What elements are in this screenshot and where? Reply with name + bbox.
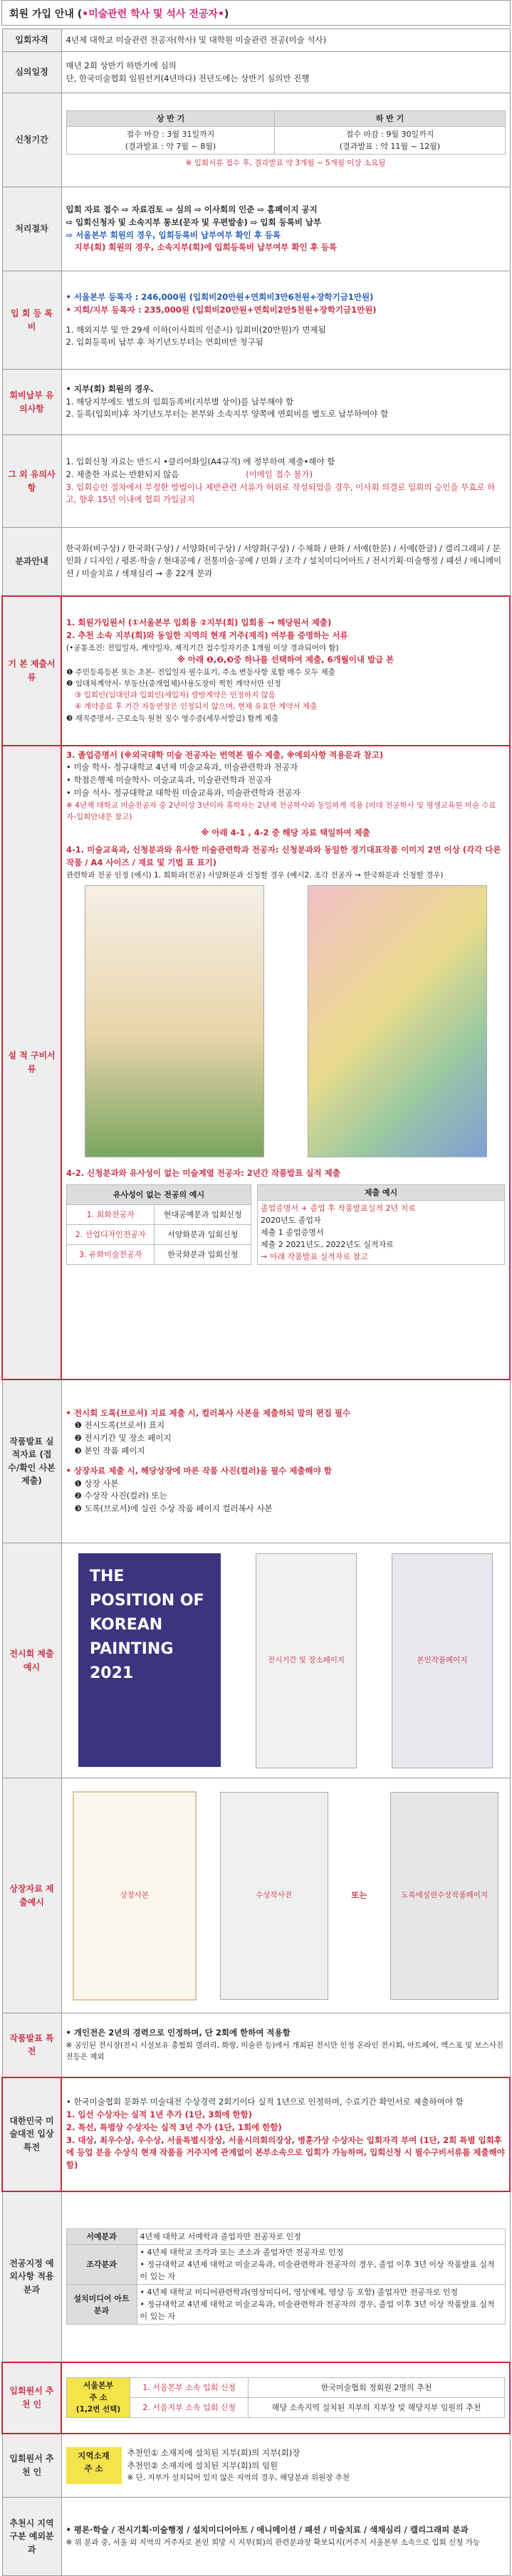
award-line: 3. 대상, 최우수상, 우수상, 서울특별시장상, 서울시의회의장상, 병훈가상 수상자는 입회자격 부여 (1단, 2회 특별 입회후에 등업 분을 수상식 현재 작품을 거주지에 관계없이 본부소속으로 입회가 가능하며, 입회신청 시 필수구비서류를 제출해야 함) (66, 2134, 505, 2171)
period-cell (61, 93, 510, 187)
title-suffix: ) (224, 9, 229, 20)
page-title (1, 0, 511, 26)
catalog-period-page: 전시기간 및 장소페이지 (256, 1553, 357, 1768)
s42-cell: 한국화분과 입회신청 (155, 1244, 251, 1264)
label-award: 대한민국 미술대전 입상특전 (2, 2077, 61, 2191)
caution-line: 2. 등록(입회비)후 차기년도부터는 본부와 소속지부 양쪽에 연회비를 별도로 납부하여야 함 (66, 409, 389, 419)
etc-cell (61, 435, 510, 528)
basic-line: ❶ 주민등록등본 또는 초본- 전입일자 필수표기, 주소 변동사항 포함 매수 모두 제출 (66, 667, 335, 677)
exception-table (66, 2228, 506, 2325)
s42-example-table (66, 1184, 251, 1265)
s42-title: 4-2. 신청분과와 유사성이 없는 미술계열 전공자: 2년간 작품발표 실적 제출 (66, 1167, 340, 1178)
rec1-tag: (1,2번 선택) (75, 2405, 121, 2414)
rec2-tags (66, 2447, 122, 2484)
process-line: 지부(회) 회원의 경우, 소속지부(회)에 입회등록비 납부여부 확인 후 등록 (74, 242, 337, 253)
s42-line: 졸업증명서 + 졸업 후 작품발표실적 2년 치료 (261, 1203, 416, 1213)
fee-line: 1. 해외지부 및 만 29세 이하(이사회의 인준시) 입회비(20만원)가 면제됨 (66, 324, 326, 335)
artwork-examples (66, 881, 505, 1167)
rec1-tag: 주 소 (89, 2393, 108, 2403)
row-etc (2, 435, 510, 528)
email-note: (이메일 접수 불가) (246, 469, 313, 479)
review-line: 단, 한국미술협회 임원선거(4년마다) 전년도에는 상반기 심의만 진행 (66, 73, 310, 83)
process-line: 입회 자료 접수 ⇨ 자료검토 ⇨ 심의 ⇨ 이사회의 인준 ⇨ 홈페이지 공지 (66, 204, 318, 214)
row-docs (2, 746, 510, 1380)
award-line: 1. 입선 수상자는 실적 1년 추가 (1단, 3회에 한함) (66, 2109, 253, 2119)
label-period: 신청기간 (2, 93, 61, 187)
etc-line: 2. 제출한 자료는 반환되지 않음 (66, 469, 179, 479)
fields-text: 한국화(비구상) / 한국화(구상) / 서양화(비구상) / 서양화(구상) / 수채화 / 판화 / 서예(한문) / 서예(한글) / 캘리그래피 / 문인화 / 디자인 / 평론·학술 / 현대공예 / 전통미술·공예 / 민화 / 조각 / 설치미디어아트 / 전시기획·미술행정 / 패션 / 애니메이션 / 미술치료 / 색채심리 → 총 22개 분과 (61, 528, 510, 596)
s42-submit-head: 제출 예시 (258, 1184, 505, 1200)
second-half-body (275, 127, 505, 155)
label-exception: 전공지정 예외사항 적용분과 (2, 2191, 61, 2362)
perf-line: • 상장자료 제출 시, 해당상장에 마른 작품 사진(컬러)을 필수 제출해야 함 (66, 1465, 332, 1476)
label-exhibit-example: 전시회 제출예시 (2, 1543, 61, 1778)
period-note: ※ 입회서류 접수 후, 결과발표 약 3개월 ~ 5개월 이상 소요됨 (185, 159, 386, 168)
docs-cell (61, 746, 510, 1380)
perf-line: • 전시회 도록(브로셔) 지료 제출 시, 컬러복사 사본을 제출하되 말의 편집 필수 (66, 1407, 351, 1418)
rec2-line: 추천인① 소재지에 설치된 지부(회)의 지부(회)장 (127, 2447, 301, 2458)
certificate-copy: 상장사본 (73, 1791, 197, 2001)
s42-table-head: 유사성이 없는 전공의 예시 (67, 1184, 251, 1204)
s42-cell: 현대공예분과 입회신청 (155, 1204, 251, 1224)
perf-line: ❷ 전시기간 및 장소 페이지 (74, 1433, 172, 1444)
basic-line: 1. 회원가입원서 (①서울본부 입회용 ②지부(회) 입회용 → 해당원서 제출) (66, 617, 332, 627)
award-example-cell (61, 1778, 510, 2013)
or-text: 또는 (351, 1889, 367, 1900)
rec1-table (66, 2377, 505, 2417)
label-fields: 분과안내 (2, 528, 61, 596)
exhibit-examples (66, 1553, 506, 1768)
rec2-tag: 지역소재 (78, 2450, 110, 2461)
process-cell (61, 187, 510, 271)
label-fee: 입 회 등 록 비 (2, 271, 61, 370)
rec2-lines (127, 2447, 350, 2484)
rec2-cell (61, 2434, 510, 2498)
artwork-example-2 (289, 885, 505, 1163)
s42-submit-table (257, 1184, 505, 1265)
row-rec1 (2, 2362, 510, 2434)
rec1-cell (61, 2362, 510, 2434)
exception-field: 설치미디어 아트 분과 (66, 2285, 137, 2325)
basic-line: ※ 아래 ❶,❷,❸중 하나를 선택하여 제출, 6개월이내 발급 본 (177, 654, 395, 664)
artwork-example-1 (66, 885, 282, 1163)
label-rec2: 입회원서 추 천 인 (2, 2434, 61, 2498)
label-perf: 작품발표 실적자료 (접수/확인 사본제출) (2, 1380, 61, 1543)
rec1-option: 1. 서울본부 소속 입회 신청 (130, 2378, 249, 2398)
perf-line: ❶ 상장 사본 (74, 1478, 119, 1488)
s42-cell: 3. 유화미술전공자 (67, 1244, 155, 1264)
catalog-award-page: 도록에실린수상작품페이지 (390, 1792, 498, 2000)
grad-line: • 미술 석사- 정규대학교 대학원 미술교육과, 미술관련학과 전공자 (66, 787, 301, 798)
region-line: • 평론·학술 / 전시기획·미술행정 / 설치미디어아트 / 애니메이션 / 패션 / 미술치료 / 색채심리 / 캘리그래피 분과 (66, 2525, 469, 2535)
first-half-header: 상 반 기 (66, 111, 275, 127)
rec1-option: 2. 서울지부 소속 입회 신청 (130, 2397, 249, 2417)
row-special (2, 2013, 510, 2077)
fee-line: • 지회/지부 등록자 : 235,000원 (입회비20만원+연회비2만5천원+장학기금1만원) (66, 304, 377, 315)
etc-line: 3. 입회승인 절차에서 부정한 방법이나 제반관련 서류가 허위로 작성되었을 경우, 이사회 의결로 입회의 승인을 무효로 하고, 향후 15년 이내에 협회 가입금지 (66, 481, 496, 505)
row-caution (2, 370, 510, 435)
rec2-body (66, 2447, 506, 2484)
s42-line: 제출 2 2021년도, 2022년도 실적자료 (261, 1239, 394, 1249)
rec1-desc: 해당 소속지역 설치된 지부의 지부장 및 해당지부 임원의 추천 (249, 2397, 505, 2417)
caution-line: • 지부(회) 회원의 경우. (66, 383, 154, 394)
row-perf (2, 1380, 510, 1543)
etc-line: 1. 입회신청 자료는 반드시 •클리어화일(A4규격) 에 정부하여 제출•해야 함 (66, 456, 335, 466)
perf-line: ❸ 도록(브로셔)에 실린 수상 작품 페이지 컬러복사 사본 (74, 1503, 273, 1514)
process-line: ⇨ 입회신청자 및 소속지부 통보(문자 및 우편발송) ⇨ 입회 등록비 납부 (66, 217, 322, 227)
artwork-image (85, 885, 264, 1157)
basic-line: ❷ 임대차계약서- 부동산(중개업체)사용도장이 찍힌 계약서만 인정 (66, 679, 281, 688)
label-region: 추천시 지역구분 예외분과 (2, 2498, 61, 2576)
catalog-artwork-page: 본인작품페이지 (392, 1553, 493, 1768)
region-cell (61, 2498, 510, 2576)
row-award (2, 2077, 510, 2191)
exception-desc: • 정규대학교 4년제 대학교 미술교육과, 미술관련학과 전공자의 경우, 졸업 이후 3년 이상 작품발표 실적이 있는 자 (140, 2259, 495, 2281)
grad-line: • 학점은행제 미술학사- 미술교육과, 미술관련학과 전공자 (66, 775, 272, 786)
perf-line: ❶ 전시도록(브로셔) 표지 (74, 1420, 165, 1431)
perf-cell (61, 1380, 510, 1543)
catalog-cover: THE POSITION OF KOREAN PAINTING 2021 (78, 1553, 221, 1767)
rec2-tag: 주 소 (84, 2463, 103, 2473)
row-exhibit-example (2, 1543, 510, 1778)
process-line: ⇨ 서울본부 회원의 경우, 입회등록비 납부여부 확인 후 등록 (66, 229, 281, 240)
label-process: 처리절차 (2, 187, 61, 271)
s42-tables (66, 1184, 505, 1265)
basic-line: ④ 계약종료 후 기간 자동연장은 인정되지 않으며, 현재 유효한 계약서 제출 (75, 702, 318, 711)
row-qualification (2, 29, 510, 52)
award-cell (61, 2077, 510, 2191)
exception-desc: • 정규대학교 4년제 대학교 미술교육과, 미술관련학과 전공자의 경우, 졸업 이후 3년 이상 작품발표 실적이 있는 자 (140, 2300, 495, 2322)
rec1-tag: 서울본부 (83, 2381, 114, 2391)
s42-cell: 1. 회화전공자 (67, 1204, 155, 1224)
caution-line: 1. 해당지부에도 별도의 입회등록비(지부별 상이)를 납부해야 함 (66, 396, 294, 407)
basic-line: 2. 추천 소속 지부(회)와 동일한 지역의 현재 거주(재직) 여부를 증명하는 서류 (66, 630, 348, 640)
row-region (2, 2498, 510, 2576)
grad-sub: ※ 아래 4-1 , 4-2 중 해당 자료 택일하여 제출 (201, 828, 370, 838)
review-text (61, 52, 510, 93)
grad-line: • 미술 학사- 정규대학교 4년제 미술교육과, 미술관련학과 전공자 (66, 762, 298, 773)
rec2-line: ※ 단, 지부가 설치되어 있지 않은 지역의 경우, 해당분과 위원장 추천 (127, 2473, 350, 2483)
basic-docs-cell (61, 596, 510, 746)
award-line: 2. 특선, 특별상 수상자는 실적 3년 추가 (1단, 1회에 한함) (66, 2122, 282, 2132)
label-caution: 회비납부 유의사항 (2, 370, 61, 435)
basic-line: ③ 입회인(임대인과 입회인(세입자) 쌍방계약은 인정하지 않음 (75, 691, 276, 700)
exhibit-example-cell (61, 1543, 510, 1778)
label-basic-docs: 기 본 제출서류 (2, 596, 61, 746)
exception-field: 서예분과 (66, 2228, 137, 2244)
fee-line: • 서울본부 등록자 : 246,000원 (입회비20만원+연회비3만6천원+장학기금1만원) (66, 291, 374, 302)
exception-desc: 4년제 대학교 서예학과 졸업자만 전공자로 인정 (137, 2228, 505, 2244)
row-basic-docs (2, 596, 510, 746)
basic-line: (•공통조건: 전입일자, 계약일자, 재직기간 접수일자기준 1개월 이상 경과되어야 함) (66, 643, 339, 652)
region-line: ※ 위 분과 중, 서울 외 지역의 거주자로 본인 희망 시 지부(회)의 관련분과장 확보되지(거주지 서울본부 소속으로 입회 신청 가능 (66, 2538, 481, 2548)
caution-cell (61, 370, 510, 435)
label-qualification: 입회자격 (2, 29, 61, 52)
row-rec2 (2, 2434, 510, 2498)
exception-cell (61, 2191, 510, 2362)
rec2-line: 추천인② 소재지에 설치된 지부(회)의 임원 (127, 2460, 278, 2471)
title-prefix: 회원 가입 안내 ( (9, 9, 83, 20)
s41-title: 4-1. 미술교육과, 신청분과와 유사한 미술관련학과 전공자: 신청분과와 동일한 정기대표작품 이미지 2면 이상 (각각 다른 작품 / A4 사이즈 / 재료 및 기법 표 표기) (66, 845, 501, 867)
special-line: • 개인전은 2년의 경력으로 인정하며, 단 2회에 한하여 적용함 (66, 2028, 291, 2038)
title-highlight: •미술관련 학사 및 석사 전공자• (82, 9, 224, 20)
basic-line: ❸ 재직증명서- 근로소득 원천 징수 영수증(세무서발급) 함께 제출 (66, 714, 279, 723)
s42-line: 2020년도 졸업자 (261, 1215, 321, 1225)
label-etc: 그 외 유의사항 (2, 435, 61, 528)
row-fields (2, 528, 510, 596)
label-award-example: 상장자료 제출예시 (2, 1778, 61, 2013)
grad-line: 3. 졸업증명서 (※외국대학 미술 전공자는 번역본 필수 제출, ※예외사항 적용문과 참고) (66, 749, 384, 760)
grad-line: ※ 4년제 대학교 미술전공자 중 2년이상 3년이하 휴학자는 2년제 전공학사와 동일하게 적용 (미대 전공학사 및 평생교육원 미술 수료자-입회안내문 참고) (66, 801, 496, 822)
perf-line: ❷ 수상작 사진(컬러) 또는 (74, 1491, 167, 1501)
label-rec1: 입회원서 추 천 인 (2, 2362, 61, 2434)
rec1-desc: 한국미술협회 정회원 2명의 추천 (249, 2378, 505, 2398)
s42-cell: 서양화분과 입회신청 (155, 1224, 251, 1244)
award-artwork-photo: 수상작사진 (220, 1792, 328, 2000)
perf-line: ❸ 본인 작품 페이지 (74, 1445, 145, 1456)
row-period (2, 93, 510, 187)
label-review: 심의일정 (2, 52, 61, 93)
special-line: ※ 공인된 전시장(전시 시설보유 총협회 갤러리, 화랑, 미술관 등)에서 개최된 전시만 인정 온라인 전시회, 아트페어, 엑스포 및 보스사진전등은 제외 (66, 2040, 504, 2062)
first-deadline: 접수 마감 : 3월 31일까지 (126, 130, 215, 140)
qualification-text: 4년제 대학교 미술관련 전공자(학사) 및 대학원 미술관련 전공(미술 석사) (61, 29, 510, 52)
exception-field: 조각분과 (66, 2244, 137, 2284)
second-result: (결과발표 : 약 11월 ~ 12월) (339, 142, 441, 152)
first-half-body (66, 127, 275, 155)
row-award-example (2, 1778, 510, 2013)
label-special: 작품발표 특 전 (2, 2013, 61, 2077)
review-line: 매년 2회 상반기 하반기에 심의 (66, 60, 177, 71)
info-table (1, 28, 511, 2576)
exception-desc: • 4년제 대학교 조각과 또는 조소과 졸업자만 전공자로 인정 (140, 2247, 344, 2257)
special-cell (61, 2013, 510, 2077)
award-examples (66, 1791, 506, 2001)
exception-desc: • 4년제 대학교 미디어관련학과(영상미디어, 영상매체, 영상 등 포함) 졸업자만 전공자로 인정 (140, 2288, 459, 2298)
s42-line: → 아래 작품발표 실적자료 참고 (261, 1252, 368, 1262)
row-review (2, 52, 510, 93)
award-line: • 한국미술협회 문화부 미술대전 수상경력 2회기이다 실적 1년으로 인정하며, 수료기간 확인서로 제출하여야 함 (66, 2097, 464, 2107)
row-fee (2, 271, 510, 370)
label-docs: 설 적 구비서류 (2, 746, 61, 1380)
s42-cell: 2. 산업디자인전공자 (67, 1224, 155, 1244)
s42-submit-body (258, 1200, 505, 1264)
fee-line: 2. 입회등록비 납부 후 차기년도부터는 연회비만 청구됨 (66, 337, 263, 348)
s42-line: 제출 1 졸업증명서 (261, 1227, 324, 1237)
fee-cell (61, 271, 510, 370)
second-half-header: 하 반 기 (275, 111, 505, 127)
first-result: (결과발표 : 약 7월 ~ 8월) (125, 142, 216, 152)
s41-note: 관련학과 전공 인정 (예시) 1. 회화과(전공) 서양화분과 신청할 경우 (예시2. 조각 전공자 → 한국화분과 신청할 경우) (66, 870, 444, 880)
period-grid (66, 110, 506, 155)
second-deadline: 접수 마감 : 9월 30일까지 (345, 130, 434, 140)
row-process (2, 187, 510, 271)
artwork-image (308, 885, 487, 1157)
row-exception (2, 2191, 510, 2362)
